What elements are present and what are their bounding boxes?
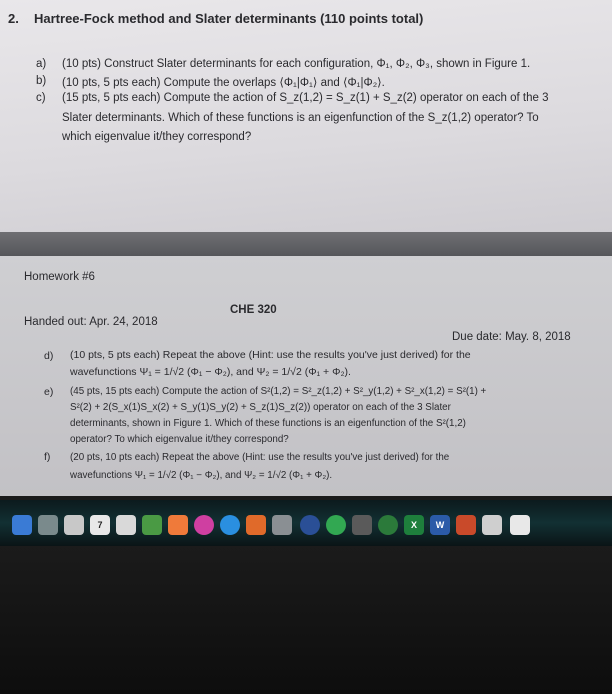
part-c-text-3: which eigenvalue it/they correspond? <box>62 131 252 143</box>
calendar-icon[interactable]: 7 <box>90 515 110 535</box>
problem-title: Hartree-Fock method and Slater determinants (110 points total) <box>34 11 424 26</box>
finder-icon[interactable] <box>12 515 32 535</box>
part-c-text-2: Slater determinants. Which of these functions is an eigenfunction of the S_z(1,2) operator? To <box>62 112 539 124</box>
part-b-label: b) <box>36 75 47 87</box>
part-b-text: (10 pts, 5 pts each) Compute the overlaps ⟨Φ₁|Φ₁⟩ and ⟨Φ₁|Φ₂⟩. <box>62 77 385 89</box>
part-c-text-1: (15 pts, 5 pts each) Compute the action of S_z(1,2) = S_z(1) + S_z(2) operator on each of the 3 <box>62 92 549 104</box>
part-d-label: d) <box>44 350 54 362</box>
preview-icon[interactable] <box>482 515 502 535</box>
contacts-icon[interactable] <box>64 515 84 535</box>
part-f-label: f) <box>44 451 51 463</box>
system-preferences-icon[interactable] <box>272 515 292 535</box>
monitor-bezel <box>0 546 612 694</box>
powerpoint-icon[interactable] <box>456 515 476 535</box>
excel-icon[interactable]: X <box>404 515 424 535</box>
part-a-label: a) <box>36 58 47 70</box>
part-e-text-1: (45 pts, 15 pts each) Compute the action of S²(1,2) = S²_z(1,2) + S²_y(1,2) + S²_x(1,2) = S²(1) + <box>70 386 487 397</box>
globe-icon[interactable] <box>378 515 398 535</box>
app-store-icon[interactable] <box>220 515 240 535</box>
launchpad-icon[interactable] <box>38 515 58 535</box>
part-f-text-1: (20 pts, 10 pts each) Repeat the above (Hint: use the results you've just derived) for the <box>70 452 450 463</box>
part-e-text-2: S²(2) + 2(S_x(1)S_x(2) + S_y(1)S_y(2) + S_z(1)S_z(2)) operator on each of the 3 Slater <box>70 402 451 413</box>
itunes-icon[interactable] <box>194 515 214 535</box>
part-c-label: c) <box>36 92 46 104</box>
page-gap <box>0 232 612 256</box>
trash-icon[interactable] <box>510 515 530 535</box>
part-e-label: e) <box>44 386 54 398</box>
ibooks-icon[interactable] <box>246 515 266 535</box>
problem-number: 2. <box>8 11 19 26</box>
word-icon[interactable]: W <box>430 515 450 535</box>
skype-icon[interactable] <box>300 515 320 535</box>
part-e-text-4: operator? To which eigenvalue it/they correspond? <box>70 434 289 445</box>
network-icon[interactable] <box>352 515 372 535</box>
part-f-text-2: wavefunctions Ψ₁ = 1/√2 (Φ₁ − Φ₂), and Ψ₂ = 1/√2 (Φ₁ + Φ₂). <box>70 470 333 481</box>
homework-number: Homework #6 <box>24 271 95 283</box>
notes-icon[interactable] <box>116 515 136 535</box>
part-d-text-1: (10 pts, 5 pts each) Repeat the above (Hint: use the results you've just derived) for the <box>70 349 471 361</box>
numbers-icon[interactable] <box>142 515 162 535</box>
part-e-text-3: determinants, shown in Figure 1. Which of these functions is an eigenfunction of the S²(1,2) <box>70 418 466 429</box>
part-d-text-2: wavefunctions Ψ₁ = 1/√2 (Φ₁ − Φ₂), and Ψ₂ = 1/√2 (Φ₁ + Φ₂). <box>70 366 351 378</box>
due-date: Due date: May. 8, 2018 <box>452 331 571 343</box>
spotify-icon[interactable] <box>326 515 346 535</box>
pages-icon[interactable] <box>168 515 188 535</box>
part-a-text: (10 pts) Construct Slater determinants for each configuration, Φ₁, Φ₂, Φ₃, shown in Figure 1. <box>62 58 531 70</box>
handed-out-date: Handed out: Apr. 24, 2018 <box>24 316 158 328</box>
course-code: CHE 320 <box>230 304 277 316</box>
